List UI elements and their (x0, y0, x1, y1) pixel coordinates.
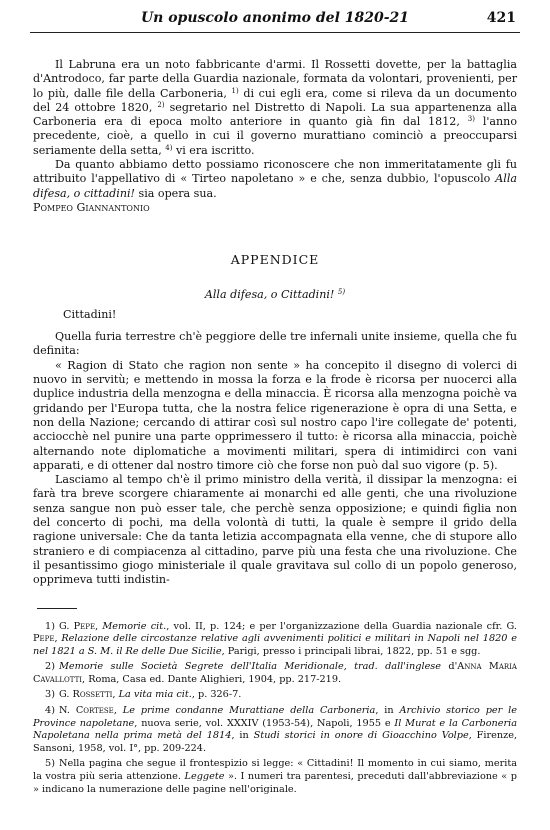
footnote-italic: Leggete (184, 771, 225, 783)
intro-paragraph (33, 158, 517, 201)
footnote-text: , in (375, 705, 400, 717)
running-title: Un opuscolo anonimo del 1820-21 (140, 10, 410, 26)
footnote-number: 2) (45, 661, 55, 673)
intro-text: vi era iscritto. (172, 143, 255, 157)
intro-text: sia opera sua. (134, 186, 217, 200)
footnote-author: G. Pepe (59, 620, 96, 632)
footnote-italic: La vita mia cit. (118, 689, 192, 701)
intro-paragraph (33, 58, 517, 158)
footnote-text: , (113, 705, 123, 717)
motto-text: Alla difesa, o Cittadini! (204, 287, 335, 301)
footnote-text: , in (231, 730, 254, 742)
page-number: 421 (486, 10, 516, 26)
footnote-author: Anna Maria Cavallotti (33, 661, 517, 685)
footnote-divider (37, 608, 77, 609)
footnote-text: , vol. II, p. 124; e per l'organizzazione della Guardia nazionale cfr. (166, 620, 507, 632)
footnote-ref: 2) (157, 100, 165, 109)
footnote-text: , nuova serie, vol. XXXIV (1953-54), Napoli, 1955 e (134, 717, 395, 729)
footnote (33, 689, 517, 702)
intro-text: di cui egli era, come si rileva da un documento del 24 ottobre 1820, (33, 86, 517, 114)
footnote-italic: Memorie cit. (102, 620, 167, 632)
footnote-text: , Firenze, Sansoni, 1958, vol. I°, pp. 209-224. (33, 730, 518, 754)
intro-italic: Alla difesa, o cittadini! (33, 172, 517, 200)
footnote (33, 661, 517, 686)
intro-text: l'anno precedente, cioè, a quello in cui il governo murattiano cominciò a preoccuparsi seriamente della setta, (33, 115, 517, 157)
footnote-author: G. Pepe (33, 620, 517, 645)
author-signature: Pompeo Giannantonio (33, 200, 150, 214)
footnote-text: , p. 326-7. (191, 689, 242, 701)
page-body (33, 58, 517, 799)
footnote-text: ». I numeri tra parentesi, preceduti dall'abbreviazione « p » indicano la numerazione delle pagine nell'originale. (33, 771, 517, 795)
appendix-paragraph: Lasciamo al tempo ch'è il primo ministro della verità, il dissipar la menzogna: ei farà tra breve scorgere chiaramente ai monarchi ed alle genti, che una rivoluzione senza sangue non può esser tale, che perchè senza opposizione; e quindi figlia non del concerto di pochi, ma della volontà di tutti, la quale è sempre il grido della ragione universale: Che da tanta letizia accompagnata ella venne, che di stupore allo straniero e di compiacenza al cittadino, parve più una festa che una rivoluzione. Che il pesantissimo giogo ministeriale il quale gravitava sul collo di un popolo generoso, opprimeva tutti indistin- (33, 473, 517, 587)
running-header (30, 10, 520, 33)
footnote-italic: Memorie sulle Società Segrete dell'Italia Meridionale, trad. dall'inglese (59, 661, 442, 673)
footnote-italic: Le prime condanne Murattiane della Carboneria (122, 705, 376, 717)
footnotes (33, 621, 517, 797)
footnote-text: Nella pagina che segue il frontespizio si legge: « Cittadini! Il momento in cui siamo, merita la vostra più seria attenzione. (33, 758, 517, 783)
footnote-text: , (54, 633, 62, 645)
intro-text: Da quanto abbiamo detto possiamo riconoscere che non immeritatamente gli fu attribuito l'appellativo di « Tirteo napoletano » e che, senza dubbio, l'opuscolo (33, 158, 517, 186)
intro-text: segretario nel Distretto di Napoli. La sua appartenenza alla Carboneria era di epoca molto anteriore in quanto già fin dal 1812, (33, 100, 517, 129)
footnote-number: 1) (45, 620, 55, 632)
appendix-heading: APPENDICE (230, 252, 320, 268)
footnote-italic: Il Murat e la Carboneria Napoletana nella prima metà del 1814 (33, 717, 518, 742)
footnote (33, 621, 517, 659)
footnote-text: , Roma, Casa ed. Dante Alighieri, 1904, pp. 217-219. (82, 673, 342, 685)
footnote-number: 5) (45, 758, 55, 770)
footnote-text: d' (441, 661, 458, 673)
appendix-paragraph: « Ragion di Stato che ragion non sente » ha concepito il disegno di volerci di nuovo in servitù; e mettendo in mossa la forza e la frode è ricorsa per nuocerci alla duplice industria della menzogna e della minaccia. È ricorsa alla menzogna poichè va gridando per l'Europa tutta, che la nostra felice rigenerazione è opra di una Setta, e non della Nazione; cercando di attirar così sul nostro capo l'ire collegate de' potenti, acciocchè nel punire una parte opprimessero il tutto: è ricorsa alla minaccia, poichè alternando note diplomatiche a movimenti militari, spera di intimidirci con vani apparati, e di ottener dal nostro timore ciò che forse non può dal suo vigore (p. 5). (33, 358, 517, 472)
footnote-ref: 1) (231, 86, 239, 95)
footnote (33, 705, 517, 755)
footnote-text: , (95, 620, 103, 632)
footnote-number: 4) (45, 705, 55, 717)
appendix-salutation: Cittadini! (63, 307, 117, 321)
footnote (33, 758, 517, 796)
footnote-italic: Archivio storico per le Province napoletane (33, 705, 518, 729)
footnote-italic: Relazione delle circostanze relative agli avvenimenti politici e militari in Napoli nel 1820 e nel 1821 a S. M. il Re delle Due Sicilie (33, 633, 517, 657)
motto-footnote-ref: 5) (337, 287, 346, 296)
appendix-motto (33, 288, 517, 302)
footnote-number: 3) (45, 689, 55, 701)
footnote-ref: 3) (467, 115, 475, 124)
footnote-text: , Parigi, presso i principali librai, 1822, pp. 51 e sgg. (221, 645, 481, 657)
footnote-text: , (112, 689, 119, 701)
appendix-paragraph: Quella furia terrestre ch'è peggiore delle tre infernali unite insieme, quella che fu definita: (33, 330, 517, 358)
footnote-author: N. Cortese (59, 705, 114, 717)
footnote-author: G. Rossetti (59, 689, 113, 701)
intro-text: Il Labruna era un noto fabbricante d'armi. Il Rossetti dovette, per la battaglia d'Antrodoco, far parte della Guardia nazionale, formata da volontari, provenienti, per lo più, dalle file della Carboneria, (33, 58, 517, 100)
footnote-ref: 4) (165, 143, 173, 152)
footnote-italic: Studi storici in onore di Gioacchino Volpe (253, 730, 469, 742)
